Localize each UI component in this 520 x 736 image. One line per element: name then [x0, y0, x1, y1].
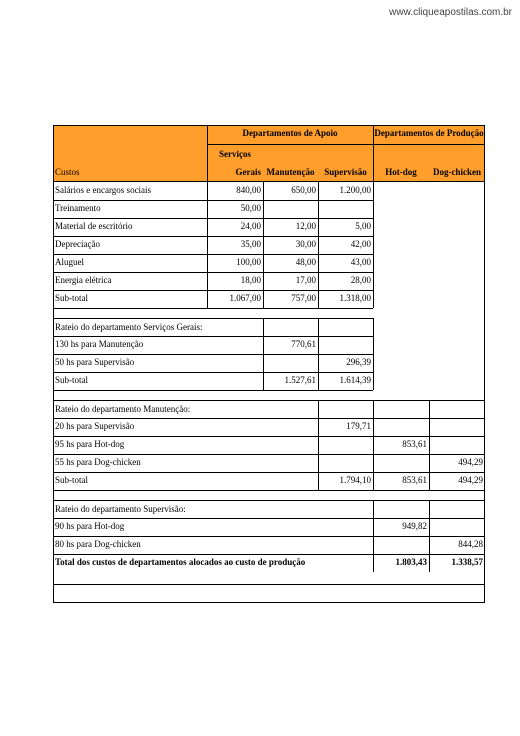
- header-group-producao: Departamentos de Produção: [374, 128, 484, 138]
- cost-sup-value: 1.318,00: [339, 293, 371, 303]
- cost-man-value: 650,00: [291, 185, 316, 195]
- cost-row-label: Energia elétrica: [55, 275, 112, 285]
- cost-man-value: 757,00: [291, 293, 316, 303]
- section-title-supervisao: Rateio do departamento Supervisão:: [55, 504, 186, 514]
- alloc-sup-value: [318, 454, 373, 472]
- site-url: www.cliqueapostilas.com.br: [389, 7, 512, 18]
- alloc-dc-value: 844,28: [458, 539, 483, 549]
- alloc-sup-value: 179,71: [346, 421, 371, 431]
- cost-man-value: [263, 200, 318, 218]
- alloc-sup-value: [318, 436, 373, 454]
- alloc-man-value: [263, 354, 318, 372]
- alloc-sup-value: 1.614,39: [339, 375, 371, 385]
- alloc-hd-value: [373, 536, 429, 554]
- section-title-servicos: Rateio do departamento Serviços Gerais:: [55, 322, 203, 332]
- header-hotdog: Hot-dog: [385, 167, 417, 177]
- alloc-dc-value: 494,29: [458, 475, 483, 485]
- section-title-manutencao: Rateio do departamento Manutenção:: [55, 404, 191, 414]
- header-costs: Custos: [55, 167, 80, 177]
- cost-man-value: 17,00: [295, 275, 316, 285]
- header-supervisao: Supervisão: [324, 167, 367, 177]
- cost-sup-value: 28,00: [350, 275, 371, 285]
- cost-sup-value: 5,00: [355, 221, 371, 231]
- header-servicos-line1: Serviços: [219, 149, 251, 159]
- alloc-hd-value: 853,61: [402, 439, 427, 449]
- alloc-sup-value: 1.794,10: [339, 475, 371, 485]
- header-group-apoio: Departamentos de Apoio: [242, 128, 338, 138]
- subtotal-label: Sub-total: [55, 293, 88, 303]
- alloc-man-value: 1.527,61: [284, 375, 316, 385]
- alloc-man-value: 770,61: [291, 339, 316, 349]
- cost-sg-value: 1.067,00: [229, 293, 261, 303]
- allocation-row-label: 95 hs para Hot-dog: [55, 439, 125, 449]
- cost-row-label: Treinamento: [55, 203, 101, 213]
- allocation-row-label: 50 hs para Supervisão: [55, 357, 135, 367]
- alloc-hd-value: [373, 454, 429, 472]
- alloc-dc-value: 494,29: [458, 457, 483, 467]
- cost-row-label: Depreciação: [55, 239, 100, 249]
- allocation-row-label: 80 hs para Dog-chicken: [55, 539, 141, 549]
- alloc-sup-value: [318, 336, 373, 354]
- alloc-dc-value: [429, 418, 485, 436]
- cost-row-label: Aluguel: [55, 257, 84, 267]
- allocation-row-label: Sub-total: [55, 475, 88, 485]
- total-label: Total dos custos de departamentos alocados ao custo de produção: [55, 557, 306, 567]
- allocation-row-label: 20 hs para Supervisão: [55, 421, 135, 431]
- allocation-row-label: 55 hs para Dog-chicken: [55, 457, 141, 467]
- cost-sg-value: 24,00: [240, 221, 261, 231]
- cost-row-label: Salários e encargos sociais: [55, 185, 152, 195]
- alloc-hd-value: 949,82: [402, 521, 427, 531]
- allocation-row-label: 90 hs para Hot-dog: [55, 521, 125, 531]
- cost-sg-value: 35,00: [240, 239, 261, 249]
- alloc-dc-value: [429, 518, 485, 536]
- total-dogchicken-value: 1.338,57: [451, 557, 483, 567]
- alloc-sup-value: 296,39: [346, 357, 371, 367]
- header-servicos-line2: Gerais: [235, 167, 261, 177]
- alloc-hd-value: [373, 418, 429, 436]
- cost-sup-value: [318, 200, 373, 218]
- alloc-dc-value: [429, 436, 485, 454]
- total-hotdog-value: 1.803,43: [395, 557, 427, 567]
- cost-sg-value: 100,00: [236, 257, 261, 267]
- cost-man-value: 12,00: [295, 221, 316, 231]
- alloc-hd-value: 853,61: [402, 475, 427, 485]
- cost-sup-value: 1.200,00: [339, 185, 371, 195]
- cost-sg-value: 840,00: [236, 185, 261, 195]
- allocation-row-label: Sub-total: [55, 375, 88, 385]
- header-dogchicken: Dog-chicken: [433, 167, 481, 177]
- allocation-row-label: 130 hs para Manutenção: [55, 339, 144, 349]
- cost-sup-value: 43,00: [350, 257, 371, 267]
- cost-row-label: Material de escritório: [55, 221, 133, 231]
- cost-man-value: 48,00: [295, 257, 316, 267]
- header-manutencao: Manutenção: [266, 167, 315, 177]
- cost-man-value: 30,00: [295, 239, 316, 249]
- cost-sup-value: 42,00: [350, 239, 371, 249]
- cost-sg-value: 50,00: [240, 203, 261, 213]
- cost-sg-value: 18,00: [240, 275, 261, 285]
